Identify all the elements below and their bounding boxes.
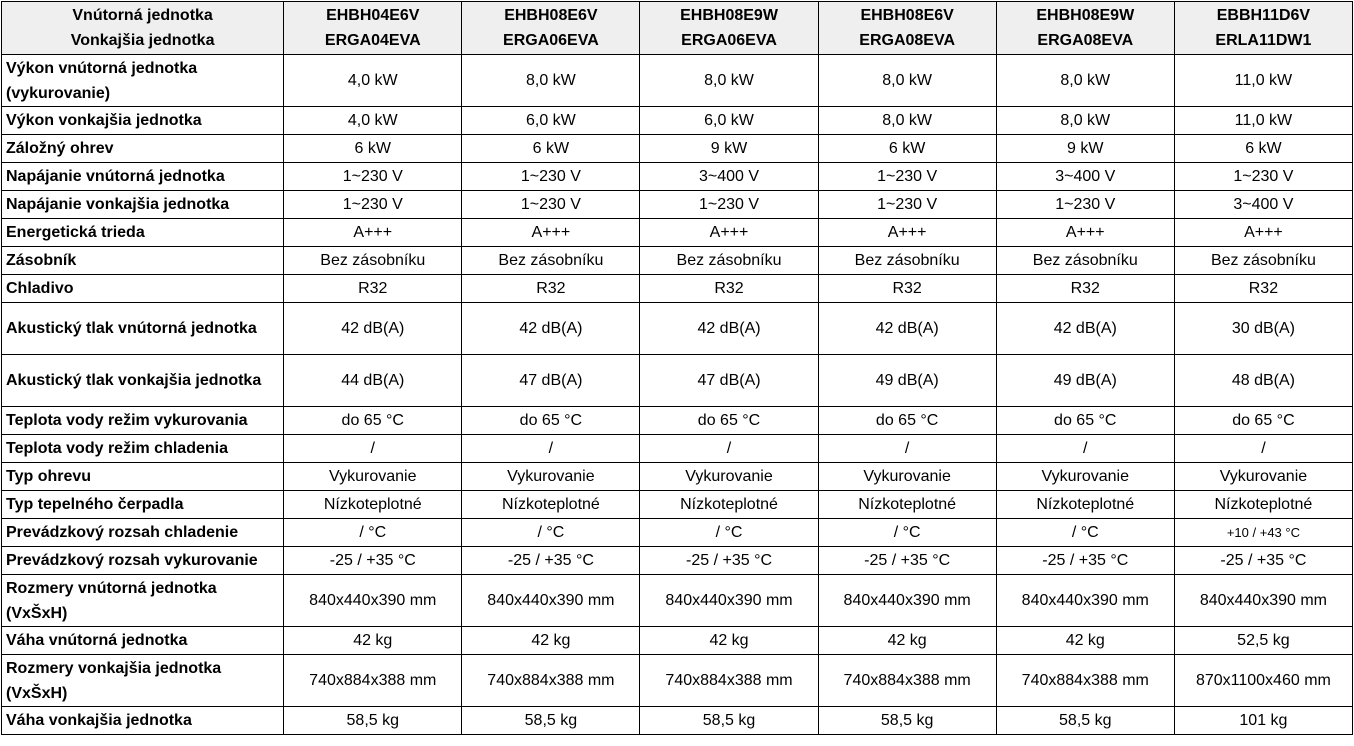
cell: do 65 °C <box>996 407 1174 435</box>
table-row <box>2 463 1353 491</box>
indoor-model: EHBH04E6V <box>326 7 420 24</box>
cell: / °C <box>284 519 462 547</box>
cell: R32 <box>640 275 818 303</box>
spec-table <box>1 1 1353 735</box>
cell: 840x440x390 mm <box>996 575 1174 627</box>
outdoor-model: ERGA04EVA <box>324 32 421 49</box>
table-row <box>2 575 1353 627</box>
table-row <box>2 435 1353 463</box>
cell: / °C <box>996 519 1174 547</box>
cell: A+++ <box>640 219 818 247</box>
cell: 1~230 V <box>818 163 996 191</box>
cell: 11,0 kW <box>1174 107 1352 135</box>
cell: 740x884x388 mm <box>996 655 1174 707</box>
row-label: Záložný ohrev <box>2 135 284 163</box>
cell: 6 kW <box>818 135 996 163</box>
cell: do 65 °C <box>462 407 640 435</box>
header-model-5 <box>996 2 1174 55</box>
indoor-model: EHBH08E6V <box>860 7 954 24</box>
outdoor-model: ERGA08EVA <box>1037 32 1134 49</box>
table-row <box>2 707 1353 735</box>
row-label: Výkon vnútorná jednotka (vykurovanie) <box>2 55 284 107</box>
cell: +10 / +43 °C <box>1174 519 1352 547</box>
cell: R32 <box>996 275 1174 303</box>
cell: 9 kW <box>640 135 818 163</box>
table-row <box>2 303 1353 355</box>
header-model-6 <box>1174 2 1352 55</box>
header-row <box>2 2 1353 55</box>
cell: / °C <box>818 519 996 547</box>
cell: 1~230 V <box>818 191 996 219</box>
cell: 8,0 kW <box>818 107 996 135</box>
indoor-model: EHBH08E9W <box>680 7 778 24</box>
cell: 42 dB(A) <box>996 303 1174 355</box>
cell: 48 dB(A) <box>1174 355 1352 407</box>
table-row <box>2 547 1353 575</box>
cell: do 65 °C <box>1174 407 1352 435</box>
header-model-2 <box>462 2 640 55</box>
cell: 740x884x388 mm <box>640 655 818 707</box>
cell: 740x884x388 mm <box>462 655 640 707</box>
cell: 52,5 kg <box>1174 627 1352 655</box>
cell: / <box>640 435 818 463</box>
cell: 8,0 kW <box>996 55 1174 107</box>
header-model-1 <box>284 2 462 55</box>
cell: 42 dB(A) <box>462 303 640 355</box>
cell: -25 / +35 °C <box>640 547 818 575</box>
row-label: Napájanie vonkajšia jednotka <box>2 191 284 219</box>
cell: 3~400 V <box>1174 191 1352 219</box>
cell: 6 kW <box>1174 135 1352 163</box>
cell: A+++ <box>284 219 462 247</box>
outdoor-model: ERLA11DW1 <box>1215 32 1312 49</box>
cell: 58,5 kg <box>462 707 640 735</box>
table-row <box>2 135 1353 163</box>
cell: A+++ <box>818 219 996 247</box>
cell: 42 kg <box>640 627 818 655</box>
table-row <box>2 247 1353 275</box>
table-row <box>2 407 1353 435</box>
row-label: Výkon vonkajšia jednotka <box>2 107 284 135</box>
cell: 9 kW <box>996 135 1174 163</box>
cell: Vykurovanie <box>284 463 462 491</box>
cell: R32 <box>462 275 640 303</box>
cell: Nízkoteplotné <box>818 491 996 519</box>
cell: 44 dB(A) <box>284 355 462 407</box>
table-row <box>2 655 1353 707</box>
cell: Vykurovanie <box>462 463 640 491</box>
table-row <box>2 355 1353 407</box>
cell: 58,5 kg <box>996 707 1174 735</box>
cell: Nízkoteplotné <box>1174 491 1352 519</box>
cell: 47 dB(A) <box>640 355 818 407</box>
table-row <box>2 275 1353 303</box>
cell: 42 kg <box>996 627 1174 655</box>
cell: 101 kg <box>1174 707 1352 735</box>
indoor-model: EHBH08E9W <box>1036 7 1135 24</box>
row-label: Chladivo <box>2 275 284 303</box>
row-label: Teplota vody režim chladenia <box>2 435 284 463</box>
header-model-3 <box>640 2 818 55</box>
indoor-model: EBBH11D6V <box>1216 7 1311 24</box>
cell: do 65 °C <box>818 407 996 435</box>
cell: 1~230 V <box>462 191 640 219</box>
cell: 740x884x388 mm <box>818 655 996 707</box>
cell: 42 dB(A) <box>640 303 818 355</box>
cell: 58,5 kg <box>818 707 996 735</box>
header-label-cell <box>2 2 284 55</box>
header-label-outdoor: Vonkajšia jednotka <box>70 32 215 49</box>
row-label: Napájanie vnútorná jednotka <box>2 163 284 191</box>
cell: Bez zásobníku <box>1174 247 1352 275</box>
cell: A+++ <box>1174 219 1352 247</box>
header-label-indoor: Vnútorná jednotka <box>72 7 213 24</box>
table-row <box>2 107 1353 135</box>
cell: Vykurovanie <box>818 463 996 491</box>
cell: 3~400 V <box>996 163 1174 191</box>
cell: / <box>462 435 640 463</box>
cell: -25 / +35 °C <box>996 547 1174 575</box>
row-label: Prevádzkový rozsah chladenie <box>2 519 284 547</box>
table-row <box>2 55 1353 107</box>
table-row <box>2 627 1353 655</box>
cell: 49 dB(A) <box>818 355 996 407</box>
cell: / <box>284 435 462 463</box>
cell: R32 <box>1174 275 1352 303</box>
cell: 6,0 kW <box>640 107 818 135</box>
cell: Bez zásobníku <box>818 247 996 275</box>
cell: 840x440x390 mm <box>640 575 818 627</box>
cell: 4,0 kW <box>284 55 462 107</box>
row-label: Akustický tlak vonkajšia jednotka <box>2 355 284 407</box>
row-label: Akustický tlak vnútorná jednotka <box>2 303 284 355</box>
row-label: Váha vonkajšia jednotka <box>2 707 284 735</box>
cell: Nízkoteplotné <box>640 491 818 519</box>
cell: 42 kg <box>462 627 640 655</box>
row-label: Typ ohrevu <box>2 463 284 491</box>
cell: / °C <box>640 519 818 547</box>
cell: do 65 °C <box>284 407 462 435</box>
cell: Vykurovanie <box>996 463 1174 491</box>
cell: 1~230 V <box>462 163 640 191</box>
cell: 840x440x390 mm <box>818 575 996 627</box>
cell: -25 / +35 °C <box>818 547 996 575</box>
cell: -25 / +35 °C <box>1174 547 1352 575</box>
cell: 740x884x388 mm <box>284 655 462 707</box>
cell: 1~230 V <box>284 163 462 191</box>
cell: 47 dB(A) <box>462 355 640 407</box>
cell: Nízkoteplotné <box>462 491 640 519</box>
cell: 6 kW <box>284 135 462 163</box>
table-row <box>2 219 1353 247</box>
cell: 42 dB(A) <box>284 303 462 355</box>
cell: 4,0 kW <box>284 107 462 135</box>
cell: 42 kg <box>284 627 462 655</box>
cell: 49 dB(A) <box>996 355 1174 407</box>
cell: 1~230 V <box>640 191 818 219</box>
row-label: Rozmery vnútorná jednotka (VxŠxH) <box>2 575 284 627</box>
cell: Vykurovanie <box>1174 463 1352 491</box>
cell: 6,0 kW <box>462 107 640 135</box>
cell: 1~230 V <box>284 191 462 219</box>
outdoor-model: ERGA08EVA <box>859 32 955 49</box>
cell: -25 / +35 °C <box>284 547 462 575</box>
cell: R32 <box>284 275 462 303</box>
cell: 42 kg <box>818 627 996 655</box>
cell: Bez zásobníku <box>996 247 1174 275</box>
cell: 840x440x390 mm <box>1174 575 1352 627</box>
cell: -25 / +35 °C <box>462 547 640 575</box>
table-row <box>2 519 1353 547</box>
cell: 870x1100x460 mm <box>1174 655 1352 707</box>
cell: Nízkoteplotné <box>284 491 462 519</box>
cell: Bez zásobníku <box>284 247 462 275</box>
cell: A+++ <box>462 219 640 247</box>
cell: Bez zásobníku <box>640 247 818 275</box>
cell: 840x440x390 mm <box>284 575 462 627</box>
table-row <box>2 163 1353 191</box>
cell: 11,0 kW <box>1174 55 1352 107</box>
row-label: Teplota vody režim vykurovania <box>2 407 284 435</box>
cell: 58,5 kg <box>640 707 818 735</box>
cell: 3~400 V <box>640 163 818 191</box>
cell: / °C <box>462 519 640 547</box>
cell: 8,0 kW <box>818 55 996 107</box>
row-label: Váha vnútorná jednotka <box>2 627 284 655</box>
cell: 8,0 kW <box>640 55 818 107</box>
row-label: Rozmery vonkajšia jednotka (VxŠxH) <box>2 655 284 707</box>
row-label: Prevádzkový rozsah vykurovanie <box>2 547 284 575</box>
cell: 8,0 kW <box>996 107 1174 135</box>
cell: 58,5 kg <box>284 707 462 735</box>
cell: Bez zásobníku <box>462 247 640 275</box>
row-label: Energetická trieda <box>2 219 284 247</box>
outdoor-model: ERGA06EVA <box>681 32 777 49</box>
indoor-model: EHBH08E6V <box>504 7 598 24</box>
cell: Nízkoteplotné <box>996 491 1174 519</box>
cell: 42 dB(A) <box>818 303 996 355</box>
cell: / <box>818 435 996 463</box>
cell: 1~230 V <box>1174 163 1352 191</box>
row-label: Typ tepelného čerpadla <box>2 491 284 519</box>
cell: / <box>996 435 1174 463</box>
outdoor-model: ERGA06EVA <box>503 32 599 49</box>
cell: Vykurovanie <box>640 463 818 491</box>
cell: 840x440x390 mm <box>462 575 640 627</box>
cell: do 65 °C <box>640 407 818 435</box>
cell: 8,0 kW <box>462 55 640 107</box>
table-row <box>2 191 1353 219</box>
header-model-4 <box>818 2 996 55</box>
cell: 30 dB(A) <box>1174 303 1352 355</box>
table-row <box>2 491 1353 519</box>
cell: A+++ <box>996 219 1174 247</box>
cell: 1~230 V <box>996 191 1174 219</box>
cell: / <box>1174 435 1352 463</box>
cell: 6 kW <box>462 135 640 163</box>
row-label: Zásobník <box>2 247 284 275</box>
cell: R32 <box>818 275 996 303</box>
